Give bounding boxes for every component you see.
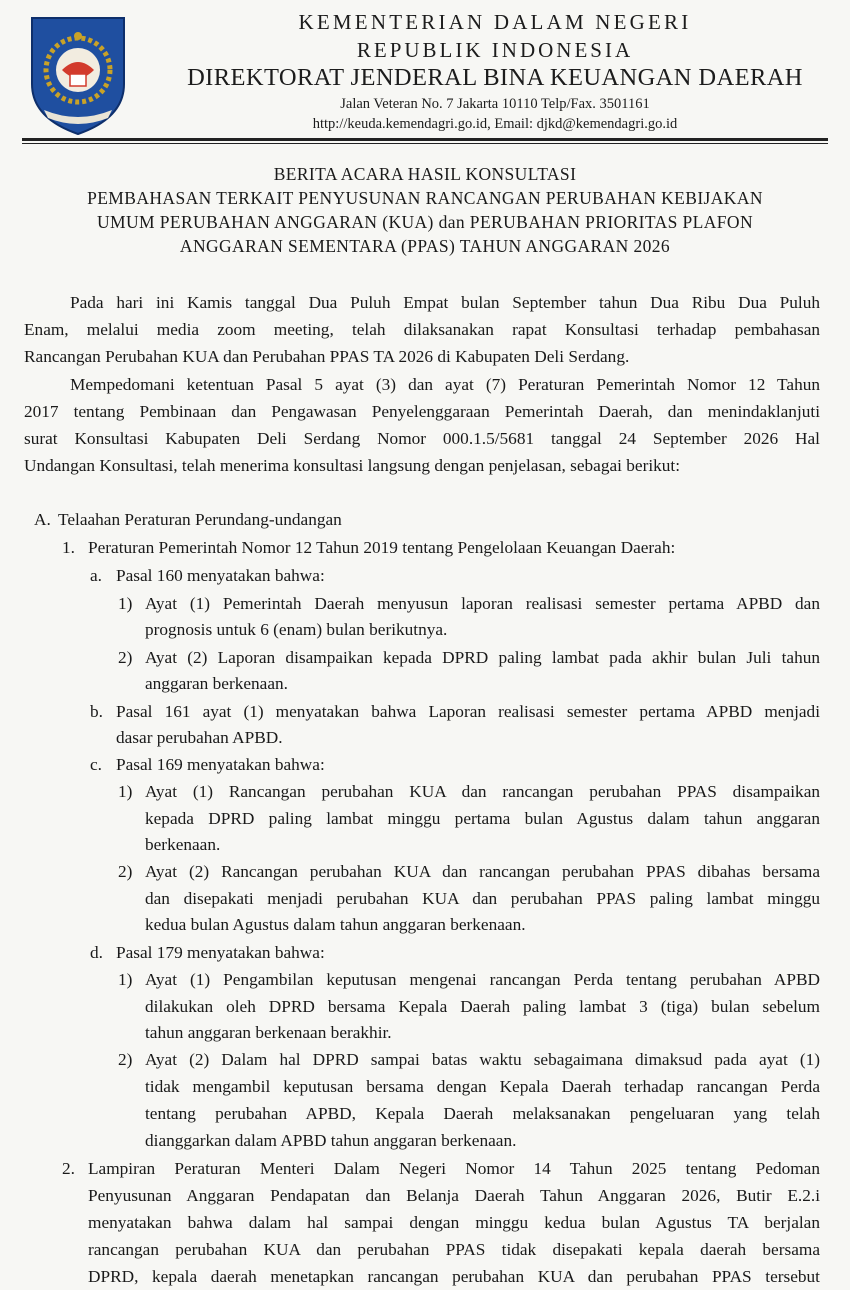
ayat-text-line: tidak mengambil keputusan bersama dengan Kepala Daerah terhadap rancangan Perda — [145, 1077, 820, 1096]
ayat-text-line: dilakukan oleh DPRD bersama Kepala Daerah paling lambat 3 (tiga) bulan sebelum — [145, 997, 820, 1016]
list-item-number: 2. — [62, 1159, 75, 1178]
sub-item-label: d. — [90, 943, 103, 962]
ayat-text-line: kepada DPRD paling lambat minggu pertama bulan Agustus dalam tahun anggaran — [145, 809, 820, 828]
list-item-text-line: Penyusunan Anggaran Pendapatan dan Belanja Daerah Tahun Anggaran 2026, Butir E.2.i — [88, 1186, 820, 1205]
kemendagri-emblem-icon — [26, 14, 130, 136]
ayat-text-line: prognosis untuk 6 (enam) bulan berikutnya. — [145, 620, 448, 639]
document-subtitle-line: UMUM PERUBAHAN ANGGARAN (KUA) dan PERUBAHAN PRIORITAS PLAFON — [96, 212, 754, 232]
sub-item-label: b. — [90, 702, 103, 721]
ayat-text-line: berkenaan. — [145, 835, 221, 854]
sub-item-text-line: dasar perubahan APBD. — [116, 728, 283, 747]
ayat-text-line: Ayat (2) Rancangan perubahan KUA dan rancangan perubahan PPAS dibahas bersama — [145, 862, 820, 881]
intro-paragraph-line: Pada hari ini Kamis tanggal Dua Puluh Empat bulan September tahun Dua Ribu Dua Puluh — [70, 293, 820, 312]
directorate-name: DIREKTORAT JENDERAL BINA KEUANGAN DAERAH — [187, 64, 803, 91]
ayat-text-line: dan disepakati menjadi perubahan KUA dan perubahan PPAS paling lambat minggu — [145, 889, 820, 908]
ayat-text-line: tentang perubahan APBD, Kepala Daerah melaksanakan pengeluaran yang telah — [145, 1104, 820, 1123]
list-item-text-line: menyatakan bahwa dalam hal sampai dengan minggu kedua bulan Agustus TA berjalan — [88, 1213, 820, 1232]
ministry-name: KEMENTERIAN DALAM NEGERI — [298, 10, 692, 34]
letterhead-rule-thin — [22, 143, 828, 144]
ayat-text-line: kedua bulan Agustus dalam tahun anggaran berkenaan. — [145, 915, 526, 934]
republic-name: REPUBLIK INDONESIA — [356, 38, 634, 62]
document-subtitle-line: PEMBAHASAN TERKAIT PENYUSUNAN RANCANGAN PERUBAHAN KEBIJAKAN — [87, 188, 763, 208]
intro-paragraph-line: Rancangan Perubahan KUA dan Perubahan PPAS TA 2026 di Kabupaten Deli Serdang. — [24, 347, 630, 366]
intro-paragraph-line: surat Konsultasi Kabupaten Deli Serdang Nomor 000.1.5/5681 tanggal 24 September 2026 Hal — [24, 429, 820, 448]
ayat-label: 2) — [118, 1050, 133, 1069]
ayat-text-line: dianggarkan dalam APBD tahun anggaran berkenaan. — [145, 1131, 517, 1150]
ayat-text-line: Ayat (1) Pemerintah Daerah menyusun laporan realisasi semester pertama APBD dan — [145, 594, 820, 613]
ayat-label: 2) — [118, 862, 133, 881]
ayat-text-line: Ayat (2) Laporan disampaikan kepada DPRD paling lambat pada akhir bulan Juli tahun — [145, 648, 820, 667]
office-contact: http://keuda.kemendagri.go.id, Email: djkd@kemendagri.go.id — [312, 116, 678, 132]
office-address: Jalan Veteran No. 7 Jakarta 10110 Telp/Fax. 3501161 — [340, 96, 650, 112]
ayat-text-line: anggaran berkenaan. — [145, 674, 288, 693]
ayat-label: 2) — [118, 648, 133, 667]
ayat-label: 1) — [118, 970, 133, 989]
intro-paragraph-line: Mempedomani ketentuan Pasal 5 ayat (3) dan ayat (7) Peraturan Pemerintah Nomor 12 Tahun — [70, 375, 820, 394]
sub-item-label: a. — [90, 566, 102, 585]
ayat-text-line: Ayat (1) Rancangan perubahan KUA dan rancangan perubahan PPAS disampaikan — [145, 782, 820, 801]
sub-item-text: Pasal 160 menyatakan bahwa: — [116, 566, 325, 585]
ayat-label: 1) — [118, 594, 133, 613]
section-label: A. — [34, 510, 51, 529]
list-item-text-line: Lampiran Peraturan Menteri Dalam Negeri Nomor 14 Tahun 2025 tentang Pedoman — [88, 1159, 820, 1178]
intro-paragraph-line: 2017 tentang Pembinaan dan Pengawasan Penyelenggaraan Pemerintah Daerah, dan menindaklanjuti — [24, 402, 820, 421]
list-item-text-line: DPRD, kepala daerah menetapkan rancangan perubahan KUA dan perubahan PPAS tersebut — [88, 1267, 820, 1286]
section-heading: Telaahan Peraturan Perundang-undangan — [58, 510, 342, 529]
sub-item-text: Pasal 179 menyatakan bahwa: — [116, 943, 325, 962]
list-item-text-line: rancangan perubahan KUA dan perubahan PPAS tidak disepakati kepala daerah bersama — [88, 1240, 820, 1259]
ayat-text-line: tahun anggaran berkenaan berakhir. — [145, 1023, 392, 1042]
intro-paragraph-line: Undangan Konsultasi, telah menerima konsultasi langsung dengan penjelasan, sebagai berikut: — [24, 456, 681, 475]
list-item-text: Peraturan Pemerintah Nomor 12 Tahun 2019 tentang Pengelolaan Keuangan Daerah: — [88, 538, 676, 557]
sub-item-text-line: Pasal 161 ayat (1) menyatakan bahwa Laporan realisasi semester pertama APBD menjadi — [116, 702, 820, 721]
letterhead-rule — [22, 138, 828, 141]
document-title: BERITA ACARA HASIL KONSULTASI — [273, 164, 577, 184]
sub-item-label: c. — [90, 755, 102, 774]
intro-paragraph-line: Enam, melalui media zoom meeting, telah dilaksanakan rapat Konsultasi terhadap pembahasan — [24, 320, 820, 339]
document-subtitle-line: ANGGARAN SEMENTARA (PPAS) TAHUN ANGGARAN 2026 — [179, 236, 671, 256]
sub-item-text: Pasal 169 menyatakan bahwa: — [116, 755, 325, 774]
ayat-text-line: Ayat (2) Dalam hal DPRD sampai batas waktu sebagaimana dimaksud pada ayat (1) — [145, 1050, 820, 1069]
list-item-number: 1. — [62, 538, 75, 557]
ayat-text-line: Ayat (1) Pengambilan keputusan mengenai rancangan Perda tentang perubahan APBD — [145, 970, 820, 989]
ayat-label: 1) — [118, 782, 133, 801]
